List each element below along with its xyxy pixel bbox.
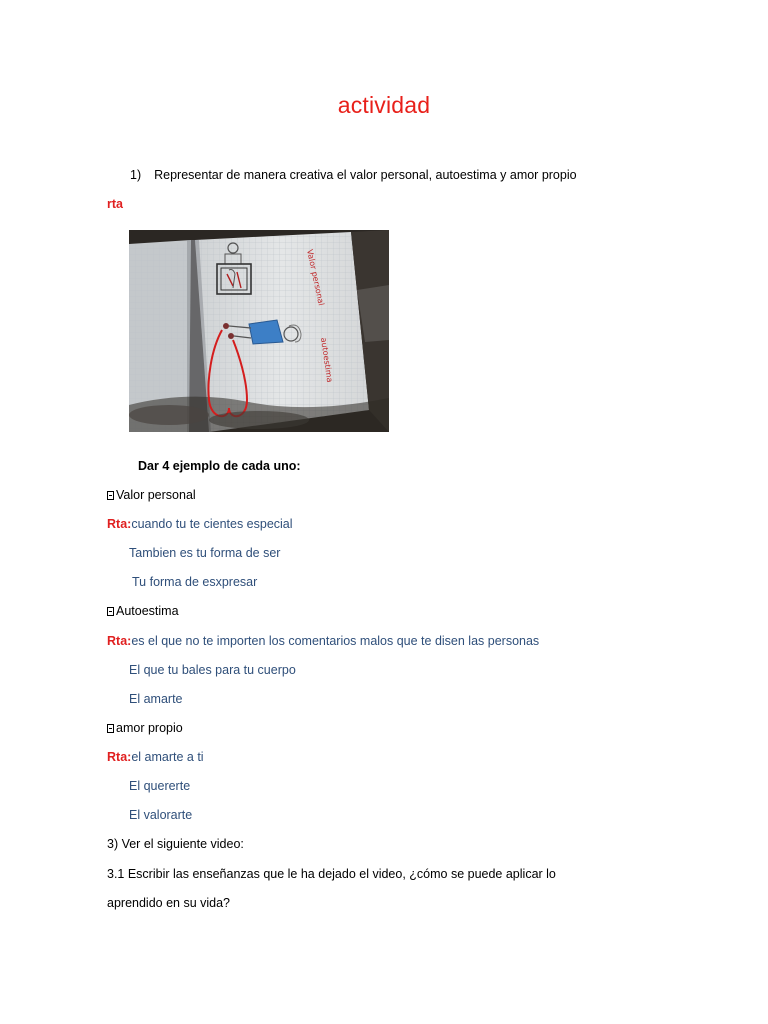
valor-extra-1: Tambien es tu forma de ser xyxy=(129,546,281,560)
autoestima-answer-text: es el que no te importen los comentarios malos que te disen las personas xyxy=(131,634,540,648)
heading-valor-personal xyxy=(107,487,196,503)
autoestima-extra-1: El que tu bales para tu cuerpo xyxy=(129,663,296,677)
question-1 xyxy=(130,167,577,183)
amor-answer xyxy=(107,749,204,765)
autoestima-extra-2: El amarte xyxy=(129,692,183,706)
question-3: 3) Ver el siguiente video: xyxy=(107,837,244,851)
heading-amor-text: amor propio xyxy=(116,721,183,735)
heading-amor-propio xyxy=(107,720,183,736)
checkbox-icon xyxy=(107,491,114,500)
checkbox-icon xyxy=(107,607,114,616)
question-1-number: 1) xyxy=(130,168,142,182)
rta-prefix: Rta: xyxy=(107,634,132,648)
heading-valor-text: Valor personal xyxy=(116,488,196,502)
rta-prefix: Rta: xyxy=(107,750,132,764)
dar-instruction: Dar 4 ejemplo de cada uno: xyxy=(138,459,301,473)
notebook-drawing xyxy=(129,230,389,432)
checkbox-icon xyxy=(107,724,114,733)
valor-answer xyxy=(107,516,293,532)
question-3-1-line-2: aprendido en su vida? xyxy=(107,896,231,910)
amor-extra-1: El quererte xyxy=(129,779,191,793)
question-3-1-line-1: 3.1 Escribir las enseñanzas que le ha dejado el video, ¿cómo se puede aplicar lo xyxy=(107,867,556,881)
page-title: actividad xyxy=(337,92,431,118)
heading-autoestima xyxy=(107,603,179,619)
autoestima-answer xyxy=(107,633,539,649)
amor-answer-text: el amarte a ti xyxy=(131,750,204,764)
heading-autoestima-text: Autoestima xyxy=(116,604,179,618)
question-1-text: Representar de manera creativa el valor personal, autoestima y amor propio xyxy=(154,168,577,182)
notebook-drawing-photo xyxy=(129,230,389,432)
photo-label-valor: Valor personal xyxy=(305,248,326,307)
photo-label-autoestima: autoestima xyxy=(319,337,335,383)
amor-extra-2: El valorarte xyxy=(129,808,193,822)
valor-extra-2: Tu forma de esxpresar xyxy=(132,575,258,589)
valor-answer-text: cuando tu te cientes especial xyxy=(131,517,293,531)
rta-label: rta xyxy=(107,197,123,211)
rta-prefix: Rta: xyxy=(107,517,132,531)
